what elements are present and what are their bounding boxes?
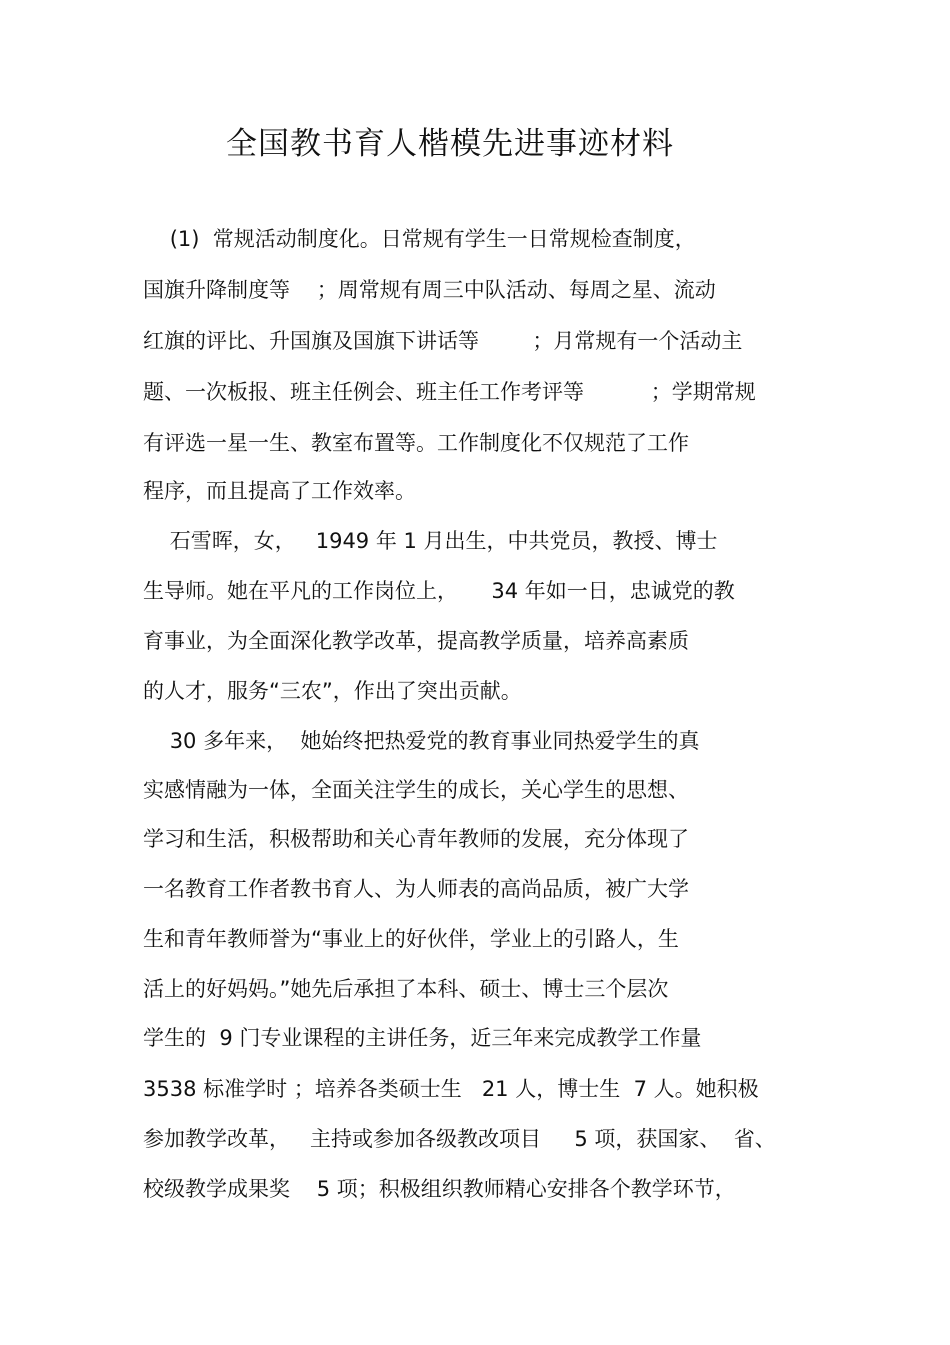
- text-line: 生导师。她在平凡的工作岗位上， 34 年如一日，忠诚党的教: [143, 579, 735, 603]
- text-line: 题、一次板报、班主任例会、班主任工作考评等 ；学期常规: [143, 380, 756, 404]
- text-line: 生和青年教师誉为“事业上的好伙伴，学业上的引路人，生: [143, 927, 679, 951]
- text-line: 3538 标准学时 ；培养各类硕士生 21 人，博士生 7 人。她积极: [143, 1077, 759, 1101]
- text-line: 的人才，服务“三农”，作出了突出贡献。: [143, 679, 522, 703]
- text-line: 实感情融为一体，全面关注学生的成长，关心学生的思想、: [143, 778, 689, 802]
- text-line: 红旗的评比、升国旗及国旗下讲话等 ；月常规有一个活动主: [143, 329, 743, 353]
- text-line: 国旗升降制度等 ；周常规有周三中队活动、每周之星、流动: [143, 278, 716, 302]
- document-title: 全国教书育人楷模先进事迹材料: [226, 126, 674, 162]
- text-line: 学习和生活，积极帮助和关心青年教师的发展，充分体现了: [143, 827, 689, 851]
- text-line: 有评选一星一生、教室布置等。工作制度化不仅规范了工作: [143, 431, 689, 455]
- text-line: 活上的好妈妈。”她先后承担了本科、硕士、博士三个层次: [143, 977, 669, 1001]
- text-line: 育事业，为全面深化教学改革，提高教学质量，培养高素质: [143, 629, 689, 653]
- text-line: 程序，而且提高了工作效率。: [143, 479, 416, 503]
- text-line: (1) 常规活动制度化。日常规有学生一日常规检查制度，: [143, 227, 696, 251]
- text-line: 30 多年来， 她始终把热爱党的教育事业同热爱学生的真: [143, 729, 700, 753]
- text-line: 一名教育工作者教书育人、为人师表的高尚品质，被广大学: [143, 877, 689, 901]
- text-line: 参加教学改革， 主持或参加各级教改项目 5 项，获国家、 省、: [143, 1127, 776, 1151]
- text-line: 校级教学成果奖 5 项；积极组织教师精心安排各个教学环节，: [143, 1177, 736, 1201]
- text-line: 学生的 9 门专业课程的主讲任务，近三年来完成教学工作量: [143, 1026, 702, 1050]
- text-line: 石雪晖，女， 1949 年 1 月出生，中共党员，教授、博士: [143, 529, 718, 553]
